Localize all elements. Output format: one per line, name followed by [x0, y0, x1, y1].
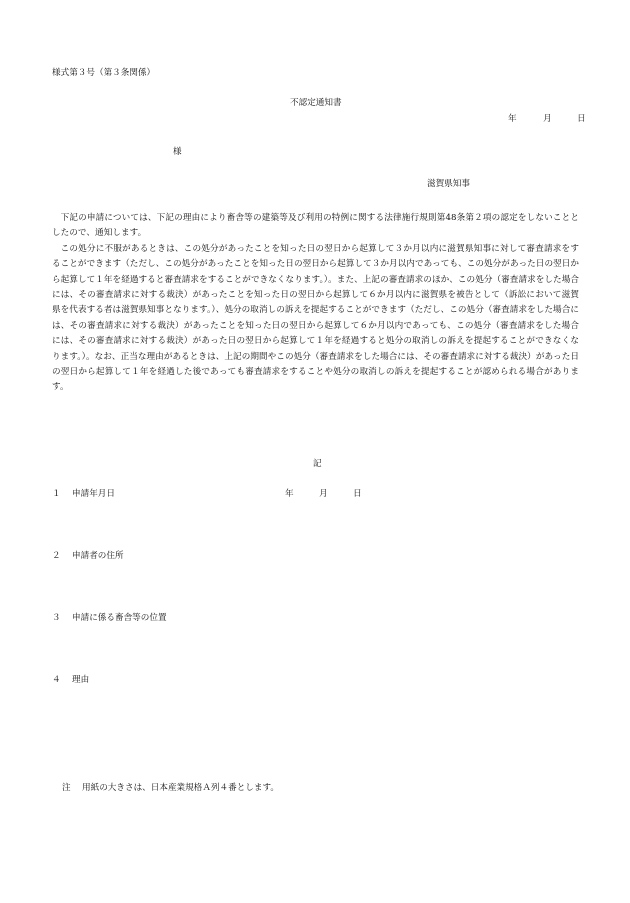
issue-date: [508, 112, 586, 124]
addressee: 様: [173, 147, 182, 157]
item-label: 申請年月日: [72, 489, 115, 499]
item-number: ３: [52, 613, 61, 623]
item-facility-location: [52, 611, 167, 623]
ki-heading: 記: [313, 459, 322, 469]
issue-date-month: 月: [543, 114, 552, 124]
issuer: 滋賀県知事: [427, 179, 470, 189]
item-label: 申請に係る畜舎等の位置: [72, 613, 167, 623]
item-number: ４: [52, 675, 61, 685]
document-title: 不認定通知書: [290, 98, 342, 108]
item-label: 理由: [72, 675, 90, 685]
notice-body: [52, 211, 579, 396]
form-number: 様式第３号（第３条関係）: [52, 68, 156, 78]
note-mark: 注: [62, 783, 71, 793]
item-number: ２: [52, 551, 61, 561]
item-number: １: [52, 489, 61, 499]
item-label: 申請者の住所: [72, 551, 124, 561]
issue-date-day: 日: [577, 114, 586, 124]
notice-paragraph-1: 下記の申請については、下記の理由により畜舎等の建築等及び利用の特例に関する法律施行規則第48条第２項の認定をしないこととしたので、通知します。: [52, 213, 579, 239]
item-applicant-address: [52, 549, 124, 561]
application-date-day: 日: [353, 489, 362, 499]
note-text: 用紙の大きさは、日本産業規格Ａ列４番とします。: [82, 783, 279, 793]
application-date-value: [285, 487, 362, 499]
application-date-month: 月: [319, 489, 328, 499]
paper-size-note: [62, 781, 279, 793]
appeal-paragraph: この処分に不服があるときは、この処分があったことを知った日の翌日から起算して３か月以内に滋賀県知事に対して審査請求をすることができます（ただし、この処分があったことを知った日の翌日から起算して３か月以内であっても、この処分があった日の翌日から起算して１年を経過すると審査請求をすることができなくなります。）。また、上記の審査請求のほか、この処分（審査請求をした場合には、その審査請求に対する裁決）があったことを知った日の翌日から起算して６か月以内に滋賀県を被告として（訴訟において滋賀県を代表する者は滋賀県知事となります。）、処分の取消しの訴えを提起することができます（ただし、この処分（審査請求をした場合には、その審査請求に対する裁決）があったことを知った日の翌日から起算して６か月以内であっても、この処分（審査請求をした場合には、その審査請求に対する裁決）があった日の翌日から起算して１年を経過すると処分の取消しの訴えを提起することができなくなります。）。なお、正当な理由があるときは、上記の期間やこの処分（審査請求をした場合には、その審査請求に対する裁決）があった日の翌日から起算して１年を経過した後であっても審査請求をすることや処分の取消しの訴えを提起することが認められる場合があります。: [52, 243, 580, 393]
application-date-year: 年: [285, 489, 294, 499]
item-application-date: [52, 487, 115, 499]
item-reason: [52, 673, 89, 685]
issue-date-year: 年: [508, 114, 517, 124]
